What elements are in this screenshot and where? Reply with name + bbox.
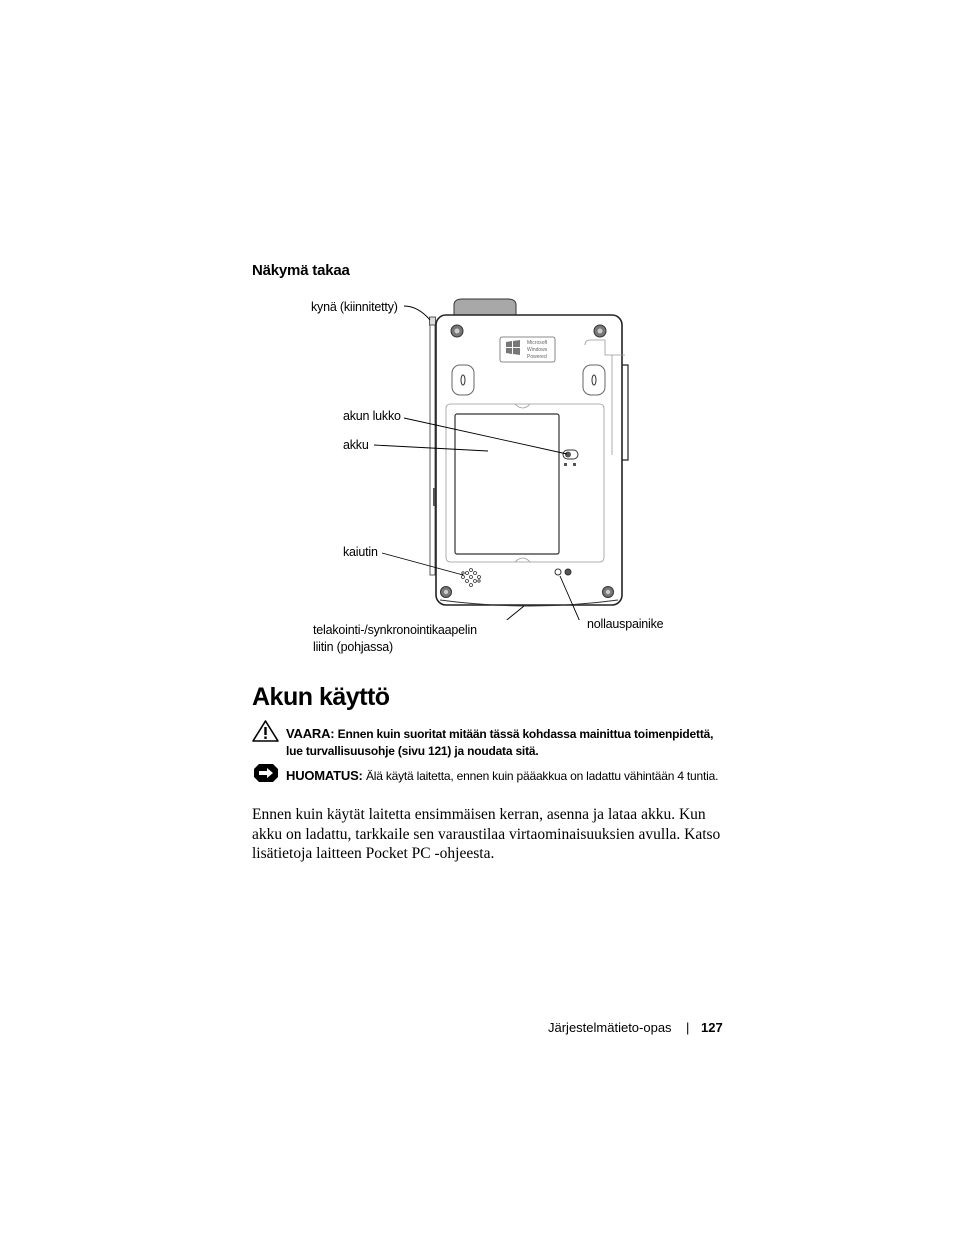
leader-stylus <box>404 306 430 320</box>
label-battery-lock: akun lukko <box>343 409 401 423</box>
logo-text-2: Windows <box>527 347 548 353</box>
label-connector-line2: liitin (pohjassa) <box>313 640 393 654</box>
reset-button <box>555 569 561 575</box>
logo-text-1: Microsoft <box>527 340 548 346</box>
leader-connector <box>492 606 524 620</box>
label-stylus: kynä (kiinnitetty) <box>311 300 398 314</box>
logo-text-3: Powered <box>527 354 547 360</box>
warning-text: Ennen kuin suoritat mitään tässä kohdassa mainittua toimenpidettä, lue turvallisuusohje (sivu 121) ja noudata sitä. <box>286 727 714 758</box>
warning-label: VAARA: <box>286 726 335 741</box>
stylus-side <box>430 320 435 575</box>
stylus-top <box>454 299 516 316</box>
body-paragraph: Ennen kuin käytät laitetta ensimmäisen kerran, asenna ja lataa akku. Kun akku on ladattu, tarkkaile sen varaustilaa virtaominaisuuksien avulla. Katso lisätietoja laitteen Pocket PC -ohjeesta. <box>252 806 721 862</box>
label-battery: akku <box>343 438 369 452</box>
warning-icon <box>252 720 279 742</box>
notice-label: HUOMATUS: <box>286 768 363 783</box>
label-connector-line1: telakointi-/synkronointikaapelin <box>313 623 477 637</box>
label-reset-button: nollauspainike <box>587 617 664 631</box>
main-heading: Akun käyttö <box>252 683 390 711</box>
footer-separator: | <box>686 1020 690 1035</box>
device-back-illustration <box>0 290 954 620</box>
notice-icon <box>253 763 279 783</box>
section-heading: Näkymä takaa <box>252 262 350 279</box>
page-number: 127 <box>701 1020 723 1035</box>
label-speaker: kaiutin <box>343 545 378 559</box>
footer-title: Järjestelmätieto-opas <box>548 1020 672 1035</box>
notice-text: Älä käytä laitetta, ennen kuin pääakkua on ladattu vähintään 4 tuntia. <box>365 769 719 783</box>
warning-notice <box>286 725 731 760</box>
caution-notice <box>286 767 731 785</box>
battery <box>455 414 559 554</box>
